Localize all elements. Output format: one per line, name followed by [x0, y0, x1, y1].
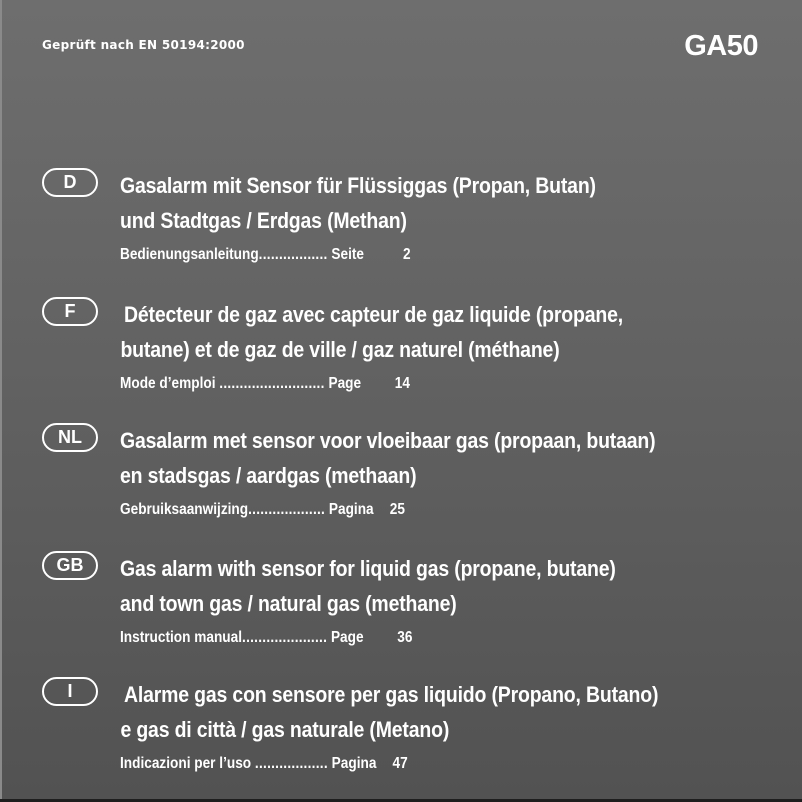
- manual-entry-f[interactable]: [120, 375, 410, 393]
- manual-entry-nl[interactable]: [120, 501, 405, 519]
- title-line-1: Détecteur de gaz avec capteur de gaz liquide (propane,: [124, 302, 623, 327]
- certification-note: Geprüft nach EN 50194:2000: [42, 38, 245, 52]
- leader-dots: ..........................: [219, 375, 325, 392]
- page-word: Page: [330, 629, 364, 646]
- language-badge-f: F: [42, 297, 98, 326]
- section-title-i: [120, 677, 659, 747]
- section-title-d: [120, 168, 596, 238]
- title-line-2: butane) et de gaz de ville / gaz naturel (méthane): [120, 337, 560, 362]
- language-section-nl: [0, 423, 802, 543]
- language-badge-d: D: [42, 168, 98, 197]
- page-word: Pagina: [331, 755, 377, 772]
- language-badge-i: I: [42, 677, 98, 706]
- manual-entry-d[interactable]: [120, 246, 411, 264]
- language-section-d: [0, 168, 802, 288]
- title-line-2: und Stadtgas / Erdgas (Methan): [120, 208, 407, 233]
- title-line-1: Gas alarm with sensor for liquid gas (propane, butane): [120, 556, 616, 581]
- language-badge-gb: GB: [42, 551, 98, 580]
- leader-dots: .................: [258, 246, 328, 263]
- language-section-gb: [0, 551, 802, 671]
- page-number: 36: [397, 629, 413, 646]
- title-line-1: Gasalarm met sensor voor vloeibaar gas (propaan, butaan): [120, 428, 656, 453]
- page-word: Page: [328, 375, 362, 392]
- manual-label: Mode d’emploi: [120, 375, 220, 392]
- page-number: 2: [403, 246, 411, 263]
- manual-entry-i[interactable]: [120, 755, 408, 773]
- manual-label: Instruction manual: [120, 629, 243, 646]
- leader-dots: .....................: [242, 629, 328, 646]
- title-line-2: e gas di città / gas naturale (Metano): [120, 717, 450, 742]
- title-line-2: and town gas / natural gas (methane): [120, 591, 457, 616]
- manual-label: Gebruiksaanwijzing: [120, 501, 249, 518]
- section-title-gb: [120, 551, 616, 621]
- page-word: Seite: [331, 246, 365, 263]
- model-number: GA50: [684, 30, 758, 62]
- page-number: 25: [389, 501, 405, 518]
- section-title-nl: [120, 423, 655, 493]
- title-line-1: Gasalarm mit Sensor für Flüssiggas (Propan, Butan): [120, 173, 596, 198]
- leader-dots: ..................: [254, 755, 328, 772]
- leader-dots: ...................: [248, 501, 326, 518]
- title-line-2: en stadsgas / aardgas (methaan): [120, 463, 417, 488]
- page-number: 47: [392, 755, 408, 772]
- language-section-i: [0, 677, 802, 797]
- language-badge-nl: NL: [42, 423, 98, 452]
- manual-label: Indicazioni per l’uso: [120, 755, 255, 772]
- page-word: Pagina: [328, 501, 374, 518]
- manual-entry-gb[interactable]: [120, 629, 412, 647]
- language-section-f: [0, 297, 802, 417]
- page-number: 14: [394, 375, 410, 392]
- manual-label: Bedienungsanleitung: [120, 246, 259, 263]
- title-line-1: Alarme gas con sensore per gas liquido (Propano, Butano): [124, 682, 659, 707]
- section-title-f: [120, 297, 623, 367]
